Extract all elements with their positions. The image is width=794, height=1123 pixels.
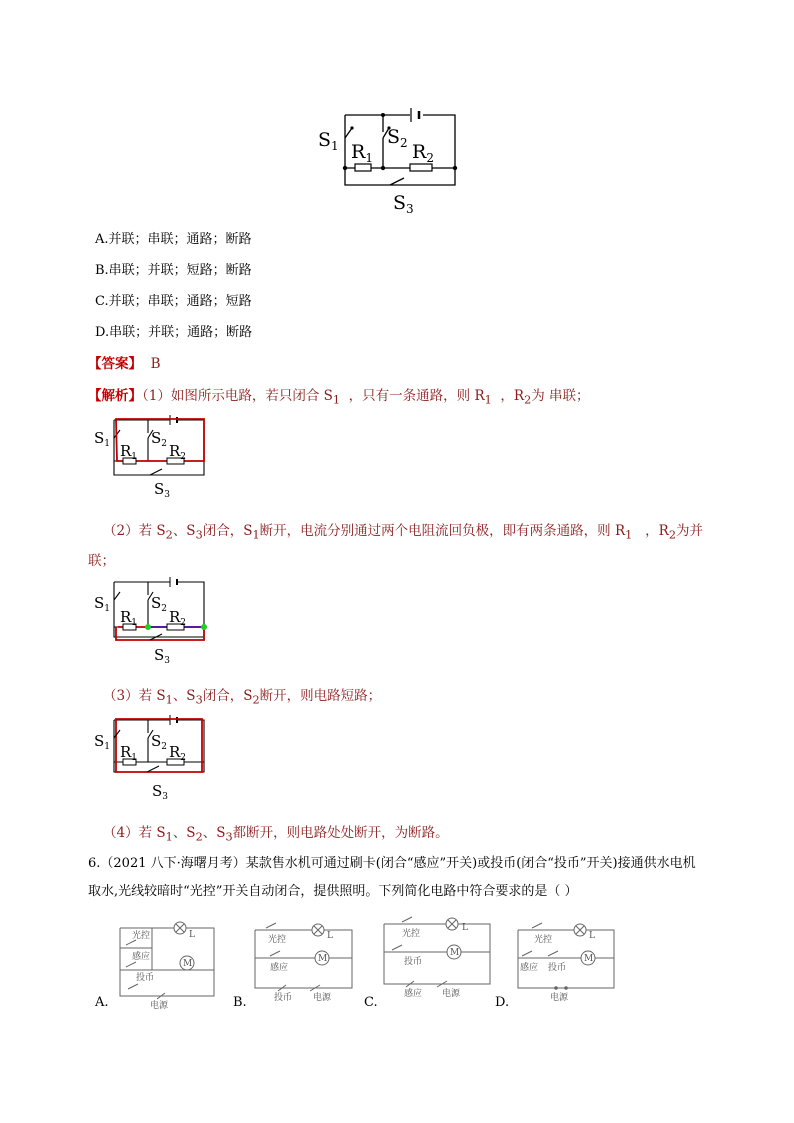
r2-label: $R_2$ <box>412 141 434 165</box>
s3-label: $S_3$ <box>393 192 414 215</box>
analysis-p4: （4）若 $S_1$、$S_2$、$S_3$都断开，则电路处处断开，为断路。 <box>103 825 449 844</box>
analysis-p1: 【解析】（1）如图所示电路，若只闭合 $S_1$ ，只有一条通路，则 $R_1$ ，$R_2$为 串联； <box>88 388 590 407</box>
option-b: B.串联；并联；短路；断路 <box>95 263 252 278</box>
analysis-p3: （3）若 $S_1$、$S_3$闭合，$S_2$断开，则电路短路； <box>103 688 382 707</box>
svg-text:M: M <box>318 954 328 964</box>
svg-text:A.: A. <box>95 995 109 1010</box>
svg-text:光控: 光控 <box>132 931 151 941</box>
analysis-tag: 【解析】 <box>88 388 142 404</box>
q6-line1: 6.（2021 八下·海曙月考）某款售水机可通过刷卡(闭合“感应”开关)或投币(闭合“投币”开关)接通供水电机 <box>88 856 696 871</box>
svg-text:L: L <box>189 930 195 940</box>
main-circuit-diagram <box>315 100 465 215</box>
svg-text:S2: $S_2$ <box>151 429 168 449</box>
svg-text:感应: 感应 <box>270 963 289 973</box>
svg-text:S3: $S_3$ <box>152 782 169 802</box>
svg-text:光控: 光控 <box>402 929 421 939</box>
svg-text:R2: $R_2$ <box>169 442 187 462</box>
svg-text:M: M <box>183 959 193 969</box>
svg-text:R1: $R_1$ <box>120 743 138 763</box>
svg-text:B.: B. <box>233 995 247 1010</box>
svg-text:D.: D. <box>495 995 510 1010</box>
svg-text:S1: $S_1$ <box>94 732 111 752</box>
analysis-p2-cont: 联； <box>88 553 115 569</box>
svg-text:电源: 电源 <box>442 989 461 999</box>
svg-text:S3: $S_3$ <box>154 480 171 500</box>
svg-text:感应: 感应 <box>132 952 151 962</box>
choice-b-diagram <box>230 918 360 1010</box>
svg-text:投币: 投币 <box>404 957 423 967</box>
svg-text:电源: 电源 <box>313 993 332 1003</box>
svg-text:S2: $S_2$ <box>151 594 168 614</box>
svg-text:S3: $S_3$ <box>154 646 171 664</box>
svg-text:光控: 光控 <box>268 935 287 945</box>
svg-text:R2: $R_2$ <box>169 608 187 628</box>
choice-c-diagram <box>362 912 497 1010</box>
choice-a-diagram <box>92 918 222 1010</box>
option-d: D.串联；并联；通路；断路 <box>95 325 253 340</box>
svg-text:投币: 投币 <box>136 973 155 983</box>
svg-text:S2: $S_2$ <box>151 732 168 752</box>
svg-text:感应: 感应 <box>404 989 423 999</box>
choice-d-diagram <box>492 918 622 1010</box>
svg-text:投币: 投币 <box>274 993 293 1003</box>
svg-text:投币: 投币 <box>548 963 567 973</box>
r1-label: $R_1$ <box>351 141 373 165</box>
svg-text:M: M <box>584 954 594 964</box>
svg-text:M: M <box>450 948 460 958</box>
answer-value: B <box>150 356 161 372</box>
svg-text:R1: $R_1$ <box>120 442 138 462</box>
svg-text:电源: 电源 <box>550 993 569 1003</box>
svg-text:L: L <box>462 923 468 933</box>
svg-text:S1: $S_1$ <box>94 429 111 449</box>
svg-text:L: L <box>589 931 595 941</box>
option-a: A.并联；串联；通路；断路 <box>95 232 252 247</box>
answer-line <box>88 352 161 372</box>
svg-text:S1: $S_1$ <box>94 594 111 614</box>
analysis-circuit-3 <box>92 710 212 802</box>
analysis-circuit-2 <box>92 572 212 664</box>
svg-text:光控: 光控 <box>534 935 553 945</box>
svg-text:R2: $R_2$ <box>169 743 187 763</box>
q6-line2: 取水,光线较暗时“光控”开关自动闭合，提供照明。下列简化电路中符合要求的是（ ） <box>88 884 578 899</box>
option-c: C.并联；串联；通路；短路 <box>95 294 252 309</box>
s2-label: $S_2$ <box>387 126 408 150</box>
analysis-circuit-1 <box>92 410 212 500</box>
svg-text:L: L <box>327 931 333 941</box>
svg-text:电源: 电源 <box>150 1001 169 1010</box>
analysis-p2: （2）若 $S_2$、$S_3$闭合，$S_1$断开，电流分别通过两个电阻流回负极，即有两条通路，则 $R_1$ ，$R_2$为并 <box>103 523 704 542</box>
svg-text:感应: 感应 <box>520 963 539 973</box>
svg-text:R1: $R_1$ <box>120 608 138 628</box>
answer-tag: 【答案】 <box>88 356 142 372</box>
s1-label: $S_1$ <box>318 129 339 153</box>
svg-text:C.: C. <box>364 995 378 1010</box>
